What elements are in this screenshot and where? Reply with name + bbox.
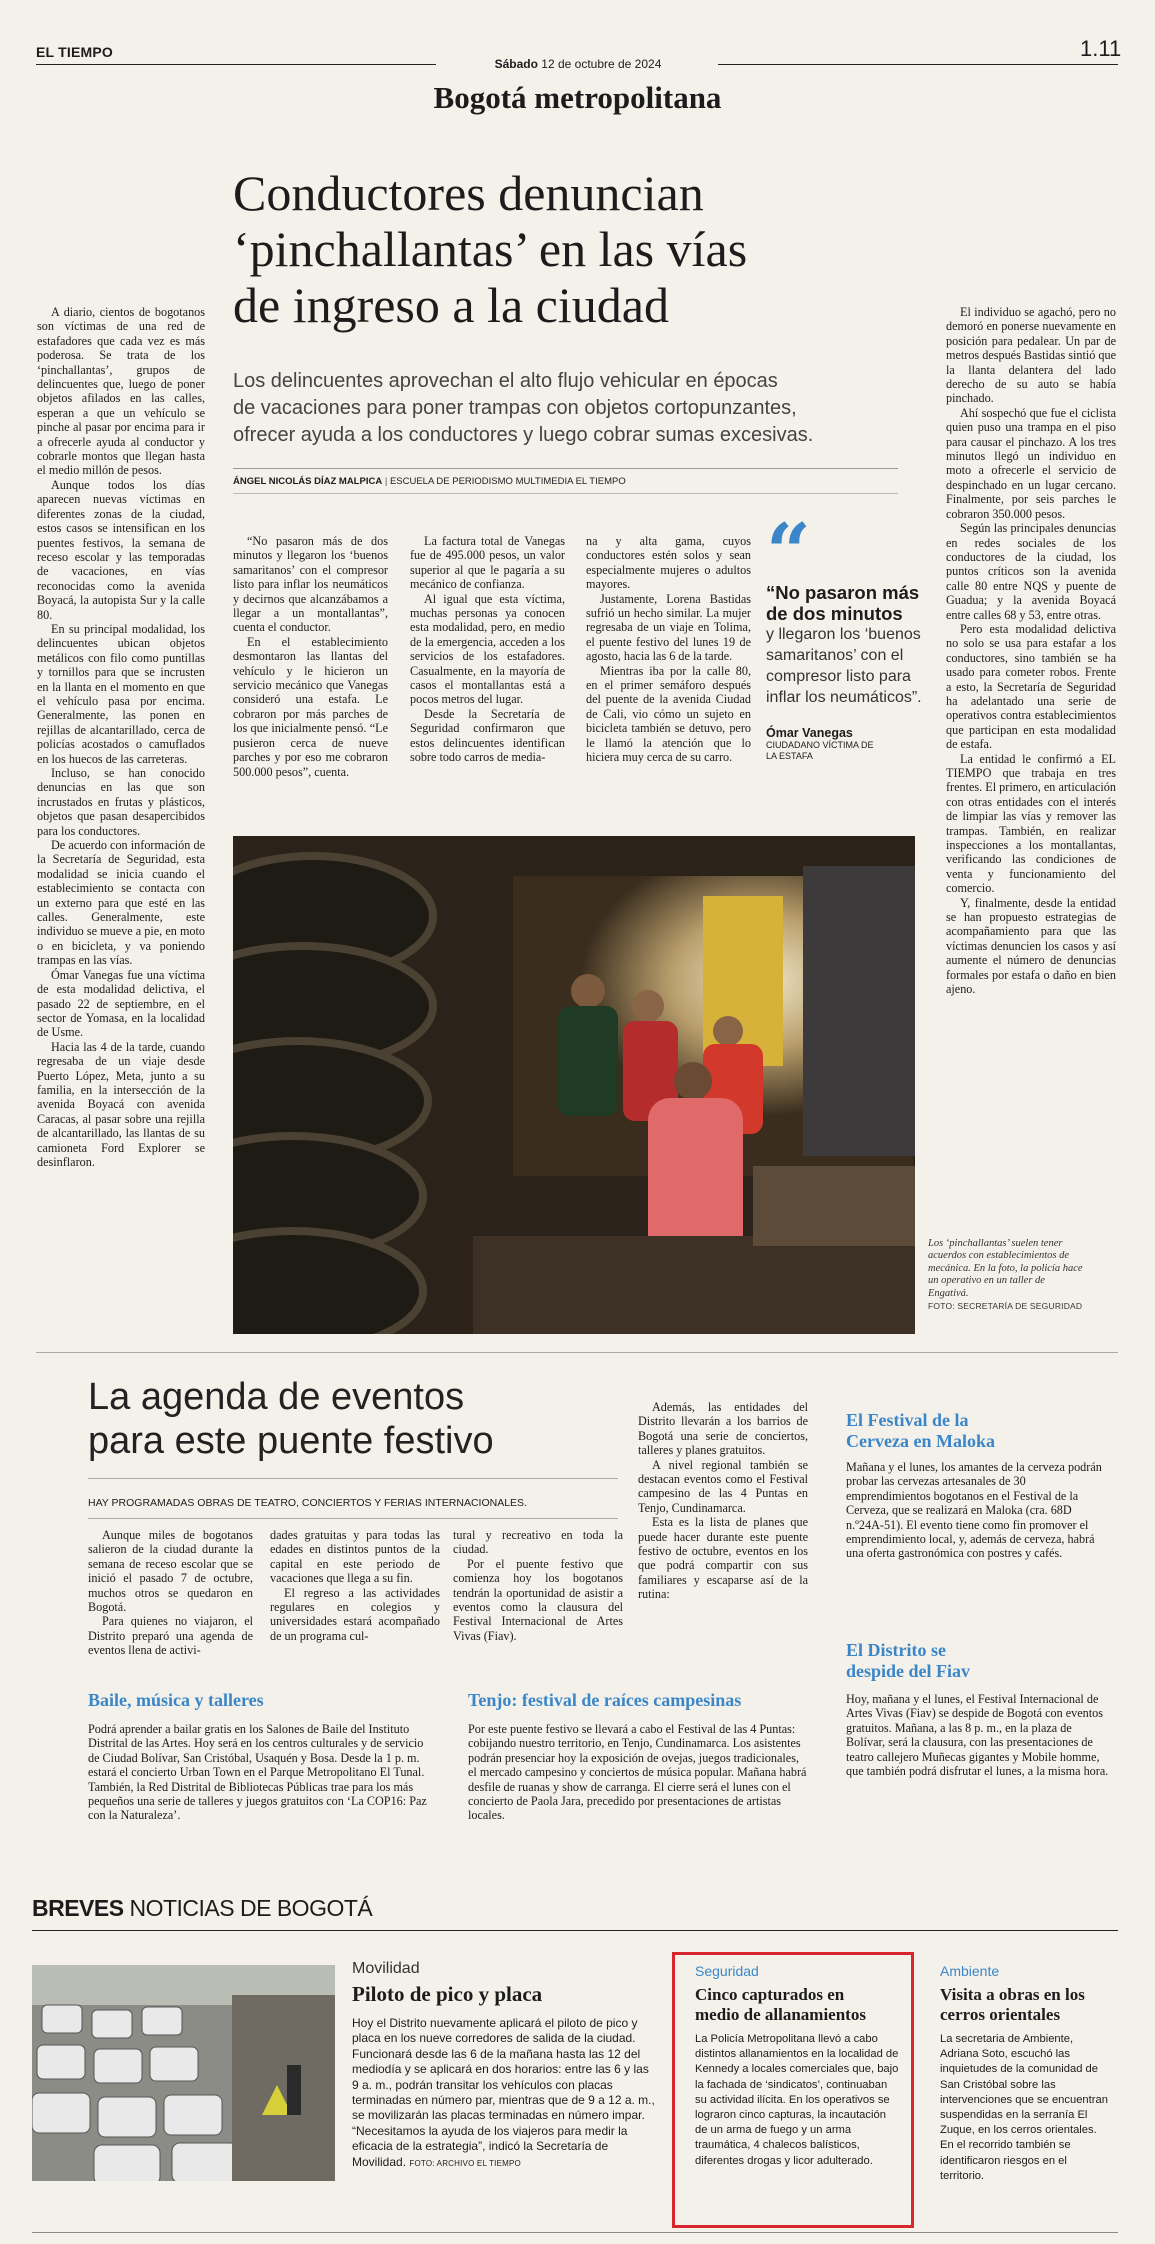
breve-1-text: Hoy el Distrito nuevamente aplicará el piloto de pico y placa en los nueve corredores de salida de la ciudad. Funcionará desde las 6 de la mañana hasta las 12 del mediodía y se aplicará en dos horarios: entre las 6 y las 9 a. m., podrán transitar los vehículos con placas terminadas en número par, mientras que de 9 a 12 a. m., se movilizarán las placas terminadas en número impar. “Necesitamos la ayuda de los viajeros para medir la eficacia de la estrategia”, indicó la Secretaría de Movilidad. FOTO: ARCHIVO EL TIEMPO <box>352 2016 655 2169</box>
quote-author: Ómar Vanegas <box>766 726 853 740</box>
agenda-text-fiav: Hoy, mañana y el lunes, el Festival Internacional de Artes Vivas (Fiav) se despide de Bogotá con eventos gratuitos. Mañana, a las 8 p. m., en la plaza de Bolívar, será la clausura, con las presentaciones de teatro callejero Muñecas gigantes y Mobile homme, que también podrá disfrutar el lunes, a la misma hora. <box>846 1692 1109 1779</box>
byline: ÁNGEL NICOLÁS DÍAZ MALPICA | ESCUELA DE PERIODISMO MULTIMEDIA EL TIEMPO <box>233 476 626 487</box>
agenda-subhead-tenjo: Tenjo: festival de raíces campesinas <box>468 1690 742 1710</box>
breve-3-title: Visita a obras en los cerros orientales <box>940 1985 1085 2024</box>
agenda-divider <box>36 1352 1118 1353</box>
agenda-subhead-fiav: El Distrito se despide del Fiav <box>846 1640 971 1681</box>
breve-1-title: Piloto de pico y placa <box>352 1982 543 2006</box>
breve-2-text: La Policía Metropolitana llevó a cabo distintos allanamientos en la localidad de Kennedy a locales comerciales que, bajo la fachada de ‘sindicatos’, continuaban su actividad ilícita. En los operativos se lograron cinco capturas, la incautación de un arma de fuego y un arma traumática, 4 chalecos balísticos, diferentes drogas y licor adulterado. <box>695 2033 899 2167</box>
agenda-kicker-rule-top <box>88 1478 618 1479</box>
edition-date: Sábado 12 de octubre de 2024 <box>494 57 662 71</box>
page-number: 1.11 <box>1080 36 1122 61</box>
agenda-column-4: Además, las entidades del Distrito llevarán a los barrios de Bogotá una serie de conciertos, talleres y planes gratuitos. A nivel regional también se destacan eventos como el Festival campesino de las 4 Puntas en Tenjo, Cundinamarca. Esta es la lista de planes que puede hacer durante este puente festivo de octubre, eventos en los que podrá compartir con sus familiares y escaparse así de la rutina: <box>638 1400 808 1602</box>
byline-rule-bottom <box>233 493 898 494</box>
quote-lead: “No pasaron más de dos minutos <box>766 582 920 624</box>
agenda-kicker: HAY PROGRAMADAS OBRAS DE TEATRO, CONCIERTOS Y FERIAS INTERNACIONALES. <box>88 1497 527 1509</box>
breve-3-section: Ambiente <box>940 1963 1000 1979</box>
deck: Los delincuentes aprovechan el alto flujo vehicular en épocas de vacaciones para poner trampas con objetos cortopunzantes, ofrecer ayuda a los conductores y luego cobrar sumas excesivas. <box>233 370 814 446</box>
article-column-3: La factura total de Vanegas fue de 495.000 pesos, un valor superior al que le pagaría a su mecánico de confianza. Al igual que esta víctima, muchas personas ya conocen esta modalidad, pero, en medio de la emergencia, acceden a los servicios de los estafadores. Casualmente, en la mayoría de casos el montallantas está a pocos metros del lugar. Desde la Secretaría de Seguridad confirmaron que estos delincuentes identifican sobre todo carros de media- <box>410 534 565 765</box>
article-photo <box>233 836 915 1334</box>
agenda-text-cerveza: Mañana y el lunes, los amantes de la cerveza podrán probar las cervezas artesanales de 30 emprendimientos bogotanos en el Festival de la Cerveza, que se realizará en Maloka (cra. 68D n.º24A-51). El evento tiene como fin promover el emprendimiento local, y, además de cerveza, habrá una oferta gastronómica con postres y cafés. <box>846 1460 1102 1561</box>
breve-1-section: Movilidad <box>352 1960 420 1977</box>
article-column-4: na y alta gama, cuyos conductores estén solos y sean especialmente mujeres o adultos mayores. Justamente, Lorena Bastidas sufrió un hecho similar. La mujer regresaba de un viaje en Tolima, el puente festivo del lunes 19 de agosto, hacia las 6 de la tarde. Mientras iba por la calle 80, en el primer semáforo después del puente de la avenida Ciudad de Cali, vio cómo un sujeto en bicicleta también se detuvo, pero le llamó la atención que lo hiciera muy cerca de su carro. <box>586 534 751 765</box>
quote-mark-icon: “ <box>766 507 811 598</box>
agenda-column-1: Aunque miles de bogotanos salieron de la ciudad durante la semana de receso escolar que se inició el pasado 7 de octubre, muchos otros se quedaron en Bogotá. Para quienes no viajaron, el Distrito preparó una agenda de eventos llena de activi- <box>88 1528 253 1658</box>
masthead-rule <box>36 64 436 65</box>
agenda-kicker-rule-bottom <box>88 1518 618 1519</box>
agenda-column-3: tural y recreativo en toda la ciudad. Por el puente festivo que comienza hoy los bogotanos tendrán la oportunidad de asistir a eventos como la clausura del Festival Internacional de Artes Vivas (Fiav). <box>453 1528 623 1643</box>
agenda-headline: La agenda de eventos para este puente festivo <box>88 1376 494 1462</box>
footer-rule <box>32 2232 1118 2233</box>
quote-author-role: CIUDADANO VÍCTIMA DE LA ESTAFA <box>766 740 874 761</box>
brand-logo: EL TIEMPO <box>36 44 113 60</box>
article-column-2: “No pasaron más de dos minutos y llegaron los ‘buenos samaritanos’ con el compresor listo para inflar los neumáticos y decirnos que alcanzábamos a llegar a un montallantas”, cuenta el conductor. En el establecimiento desmontaron las llantas del vehículo y le hicieron un servicio mecánico que Vanegas consideró una estafa. Le cobraron por más parches de los que inicialmente pensó. “Le pusieron cerca de nueve parches y por eso me cobraron 500.000 pesos”, cuenta. <box>233 534 388 779</box>
breve-photo-traffic <box>32 1965 335 2181</box>
agenda-text-baile: Podrá aprender a bailar gratis en los Salones de Baile del Instituto Distrital de las Artes. Hoy será en los centros culturales y de servicio de Ciudad Bolívar, San Cristóbal, Usaquén y Bosa. Desde la 1 p. m. estará el concierto Urban Town en el Parque Metropolitano El Tunal. También, la Red Distrital de Bibliotecas Públicas trae para los más pequeños una serie de talleres y juegos gratuitos con ‘La COP16: Paz con la Naturaleza’. <box>88 1722 427 1823</box>
pull-quote <box>766 507 931 762</box>
article-column-1: A diario, cientos de bogotanos son víctimas de una red de estafadores que cada vez es más poderosa. Se trata de los ‘pinchallantas’, grupos de delincuentes que, luego de poner objetos afilados en las calles, esperan a que un vehículo se pinche al pasar por encima para ir a ofrecerle ayuda al conductor y cobrarle montos que llegan hasta el medio millón de pesos. Aunque todos los días aparecen nuevas víctimas en diferentes zonas de la ciudad, estos casos se intensifican en los puentes festivos, la semana de receso escolar y las temporadas de vacaciones, en vías reconocidas como la avenida Boyacá, la autopista Sur y la calle 80. En su principal modalidad, los delincuentes ubican objetos metálicos con filo como puntillas y tornillos para que se incrusten en la llanta en el momento en que el vehículo pasa por encima. Generalmente, las ponen en rejillas de alcantarillado, cerca de policías acostados o camuflados en los huecos de las carreteras. Incluso, se han conocido denuncias en las que son incrustados en frutas y plásticos, objetos que pasan desapercibidos para los conductores. De acuerdo con información de la Secretaría de Seguridad, esta modalidad se inicia cuando el establecimiento se contacta con un externo para que esté en las calles. Generalmente, este individuo se mueve a pie, en moto o en bicicleta, y va poniendo trampas en las vías. Ómar Vanegas fue una víctima de esta modalidad delictiva, el pasado 22 de septiembre, en el sector de Yomasa, en la localidad de Usme. Hacia las 4 de la tarde, cuando regresaba de un viaje desde Puerto López, Meta, junto a su familia, en la intersección de la avenida Boyacá con avenida Caracas, al pasar sobre una rejilla de alcantarillado, las llantas de su camioneta Ford Explorer se desinflaron. <box>37 305 205 1169</box>
masthead-rule-right <box>718 64 1118 65</box>
section-title: Bogotá metropolitana <box>433 80 722 115</box>
agenda-column-2: dades gratuitas y para todas las edades en distintos puntos de la capital en este periodo de vacaciones que llega a su fin. El regreso a las actividades regulares en colegios y universidades estará acompañado de un programa cul- <box>270 1528 440 1643</box>
breves-label: BREVES NOTICIAS DE BOGOTÁ <box>32 1895 373 1921</box>
breve-3-text: La secretaria de Ambiente, Adriana Soto, escuchó las inquietudes de la comunidad de San Cristóbal sobre las intervenciones que se encuentran suspendidas en la serranía El Zuque, en los cerros orientales. En el recorrido también se identificaron riesgos en el territorio. <box>940 2033 1108 2182</box>
photo-caption: Los ‘pinchallantas’ suelen tener acuerdos con establecimientos de mecánica. En la foto, la policía hace un operativo en un taller de Engativá. FOTO: SECRETARÍA DE SEGURIDAD <box>928 1238 1088 1312</box>
agenda-subhead-cerveza: El Festival de la Cerveza en Maloka <box>846 1410 995 1451</box>
breve-2-title: Cinco capturados en medio de allanamientos <box>695 1985 866 2024</box>
byline-rule-top <box>233 468 898 469</box>
headline: Conductores denuncian ‘pinchallantas’ en las vías de ingreso a la ciudad <box>233 165 748 333</box>
agenda-subhead-baile: Baile, música y talleres <box>88 1690 264 1710</box>
breve-1-credit: FOTO: ARCHIVO EL TIEMPO <box>409 2158 521 2168</box>
breves-rule <box>32 1930 1118 1931</box>
photo-credit: FOTO: SECRETARÍA DE SEGURIDAD <box>928 1301 1083 1312</box>
article-column-6: El individuo se agachó, pero no demoró en ponerse nuevamente en posición para pedalear. Un par de metros después Bastidas sintió que la llanta delantera del lado derecho de su auto se había pinchado. Ahí sospechó que fue el ciclista quien puso una trampa en el piso para causar el pinchazo. A los tres minutos llegó un individuo en moto a ofrecerle el servicio de despinchado en un lugar cercano. Finalmente, por seis parches le cobraron 350.000 pesos. Según las principales denuncias en redes sociales de los conductores de la ciudad, los puntos críticos son la avenida calle 80 entre NQS y puente de Guadua; y la avenida Boyacá entre calles 68 y 53, entre otras. Pero esta modalidad delictiva no solo se usa para estafar a los conductores, sino también se ha usado para cometer robos. Frente a esto, la Secretaría de Seguridad ha adelantado una serie de operativos contra establecimientos que participan en esta modalidad de estafa. La entidad le confirmó a EL TIEMPO que trabaja en tres frentes. El primero, en articulación con otras entidades con el interés de limpiar las vías y remover las trampas. También, en realizar inspecciones a los montallantas, verificando las condiciones de venta y funcionamiento del comercio. Y, finalmente, desde la entidad se han propuesto estrategias de acompañamiento para que las víctimas denuncien los casos y así aumente el número de denuncias formales por estafa o daño en bien ajeno. <box>946 305 1116 997</box>
breve-2-section: Seguridad <box>695 1963 759 1979</box>
quote-text: y llegaron los ‘buenos samaritanos’ con el compresor listo para inflar los neumáticos”. <box>766 626 922 706</box>
agenda-text-tenjo: Por este puente festivo se llevará a cabo el Festival de las 4 Puntas: cobijando nuestro territorio, en Tenjo, Cundinamarca. Los asistentes podrán presenciar hoy la exposición de ovejas, juegos tradicionales, el mercado campesino y conciertos de música popular. Mañana habrá desfile de ruanas y show de carranga. El cierre será el lunes con el concierto de Paola Jara, precedido por presentaciones de artistas locales. <box>468 1722 807 1823</box>
